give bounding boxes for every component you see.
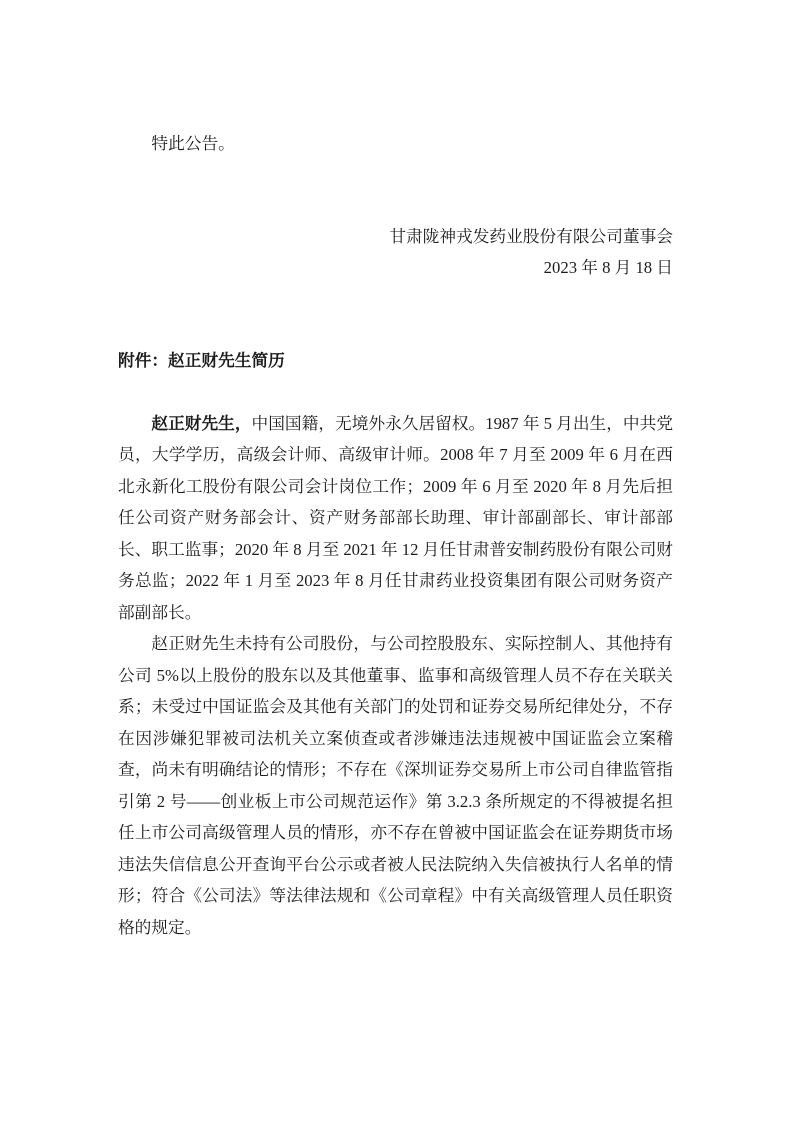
- signature-block: [118, 221, 673, 284]
- signature-company: 甘肃陇神戎发药业股份有限公司董事会: [389, 226, 673, 246]
- resume-paragraph-1-text: 中国国籍，无境外永久居留权。1987 年 5 月出生，中共党员，大学学历，高级会计师、高级审计师。2008 年 7 月至 2009 年 6 月在西北永新化工股份有限公司会计岗位工作；2009 年 6 月至 2020 年 8 月先后担任公司资产财务部会计、资产财务部部长助理、审计部副部长、审计部部长、职工监事；2020 年 8 月至 2021 年 12 月任甘肃普安制药股份有限公司财务总监；2022 年 1 月至 2023 年 8 月任甘肃药业投资集团有限公司财务资产部副部长。: [118, 413, 674, 622]
- resume-person-name: 赵正财先生，: [151, 413, 252, 433]
- attachment-heading: 附件：赵正财先生简历: [118, 350, 285, 370]
- closing-statement: 特此公告。: [151, 134, 235, 153]
- signature-date: 2023 年 8 月 18 日: [543, 258, 673, 277]
- resume-paragraph-2: 赵正财先生未持有公司股份，与公司控股股东、实际控制人、其他持有公司 5%以上股份的股东以及其他董事、监事和高级管理人员不存在关联关系；未受过中国证监会及其他有关部门的处罚和证券交易所纪律处分，不存在因涉嫌犯罪被司法机关立案侦查或者涉嫌违法违规被中国证监会立案稽查，尚未有明确结论的情形；不存在《深圳证券交易所上市公司自律监管指引第 2 号——创业板上市公司规范运作》第 3.2.3 条所规定的不得被提名担任上市公司高级管理人员的情形，亦不存在曾被中国证监会在证券期货市场违法失信信息公开查询平台公示或者被人民法院纳入失信被执行人名单的情形；符合《公司法》等法律法规和《公司章程》中有关高级管理人员任职资格的规定。: [118, 634, 673, 937]
- resume-paragraph-1: [118, 408, 673, 629]
